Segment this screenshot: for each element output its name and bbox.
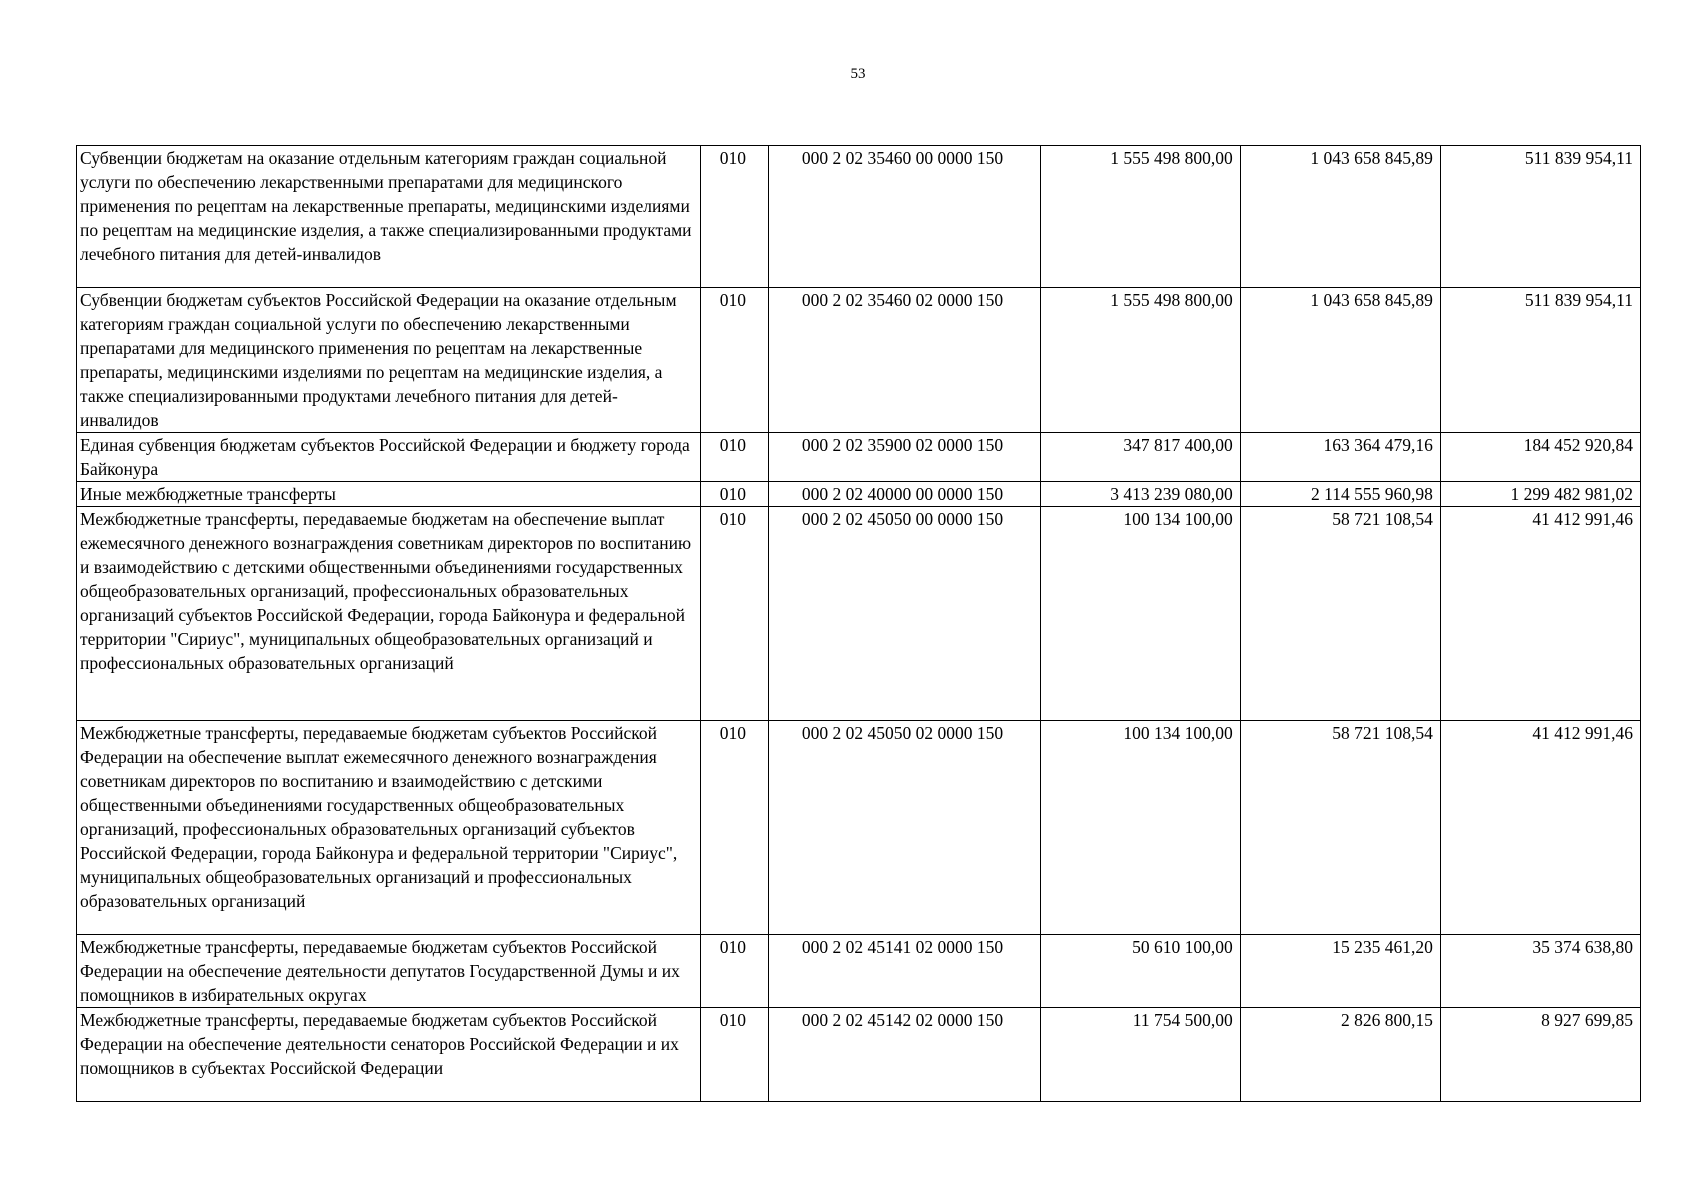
row-kbk-cell: 000 2 02 40000 00 0000 150 bbox=[769, 482, 1040, 507]
row-executed-cell: 2 114 555 960,98 bbox=[1240, 482, 1440, 507]
row-approved-cell: 1 555 498 800,00 bbox=[1040, 146, 1240, 288]
table-row bbox=[77, 721, 1641, 935]
table-row bbox=[77, 482, 1641, 507]
table-row bbox=[77, 433, 1641, 482]
row-approved-cell: 100 134 100,00 bbox=[1040, 507, 1240, 721]
row-approved-cell: 100 134 100,00 bbox=[1040, 721, 1240, 935]
table-row bbox=[77, 507, 1641, 721]
row-code-cell: 010 bbox=[701, 1008, 769, 1102]
row-approved-cell: 1 555 498 800,00 bbox=[1040, 288, 1240, 433]
row-remaining-cell: 41 412 991,46 bbox=[1440, 721, 1640, 935]
row-code-cell: 010 bbox=[701, 146, 769, 288]
row-kbk-cell: 000 2 02 45142 02 0000 150 bbox=[769, 1008, 1040, 1102]
row-approved-cell: 347 817 400,00 bbox=[1040, 433, 1240, 482]
row-name-cell: Межбюджетные трансферты, передаваемые бюджетам субъектов Российской Федерации на обеспечение деятельности депутатов Государственной Думы и их помощников в избирательных округах bbox=[77, 935, 701, 1008]
row-executed-cell: 1 043 658 845,89 bbox=[1240, 146, 1440, 288]
row-approved-cell: 50 610 100,00 bbox=[1040, 935, 1240, 1008]
row-name-cell: Межбюджетные трансферты, передаваемые бюджетам на обеспечение выплат ежемесячного денежного вознаграждения советникам директоров по воспитанию и взаимодействию с детскими общественными объединениями государственных общеобразовательных организаций, профессиональных образовательных организаций субъектов Российской Федерации, города Байконура и федеральной территории "Сириус", муниципальных общеобразовательных организаций и профессиональных образовательных организаций bbox=[77, 507, 701, 721]
row-remaining-cell: 184 452 920,84 bbox=[1440, 433, 1640, 482]
row-code-cell: 010 bbox=[701, 507, 769, 721]
row-code-cell: 010 bbox=[701, 433, 769, 482]
row-code-cell: 010 bbox=[701, 721, 769, 935]
table-row bbox=[77, 1008, 1641, 1102]
row-executed-cell: 163 364 479,16 bbox=[1240, 433, 1440, 482]
row-name-cell: Межбюджетные трансферты, передаваемые бюджетам субъектов Российской Федерации на обеспечение выплат ежемесячного денежного вознаграждения советникам директоров по воспитанию и взаимодействию с детскими общественными объединениями государственных общеобразовательных организаций, профессиональных образовательных организаций субъектов Российской Федерации, города Байконура и федеральной территории "Сириус", муниципальных общеобразовательных организаций и профессиональных образовательных организаций bbox=[77, 721, 701, 935]
row-executed-cell: 15 235 461,20 bbox=[1240, 935, 1440, 1008]
row-executed-cell: 2 826 800,15 bbox=[1240, 1008, 1440, 1102]
table-row bbox=[77, 146, 1641, 288]
budget-execution-table bbox=[76, 145, 1641, 1102]
row-kbk-cell: 000 2 02 35460 02 0000 150 bbox=[769, 288, 1040, 433]
row-remaining-cell: 41 412 991,46 bbox=[1440, 507, 1640, 721]
row-approved-cell: 3 413 239 080,00 bbox=[1040, 482, 1240, 507]
row-kbk-cell: 000 2 02 45050 02 0000 150 bbox=[769, 721, 1040, 935]
table-row bbox=[77, 288, 1641, 433]
page-number: 53 bbox=[850, 66, 866, 82]
row-name-cell: Иные межбюджетные трансферты bbox=[77, 482, 701, 507]
row-name-cell: Субвенции бюджетам на оказание отдельным категориям граждан социальной услуги по обеспечению лекарственными препаратами для медицинского применения по рецептам на лекарственные препараты, медицинскими изделиями по рецептам на медицинские изделия, а также специализированными продуктами лечебного питания для детей-инвалидов bbox=[77, 146, 701, 288]
row-remaining-cell: 511 839 954,11 bbox=[1440, 146, 1640, 288]
row-kbk-cell: 000 2 02 35900 02 0000 150 bbox=[769, 433, 1040, 482]
row-name-cell: Единая субвенция бюджетам субъектов Российской Федерации и бюджету города Байконура bbox=[77, 433, 701, 482]
row-remaining-cell: 511 839 954,11 bbox=[1440, 288, 1640, 433]
row-name-cell: Межбюджетные трансферты, передаваемые бюджетам субъектов Российской Федерации на обеспечение деятельности сенаторов Российской Федерации и их помощников в субъектах Российской Федерации bbox=[77, 1008, 701, 1102]
row-approved-cell: 11 754 500,00 bbox=[1040, 1008, 1240, 1102]
row-executed-cell: 1 043 658 845,89 bbox=[1240, 288, 1440, 433]
row-kbk-cell: 000 2 02 35460 00 0000 150 bbox=[769, 146, 1040, 288]
row-executed-cell: 58 721 108,54 bbox=[1240, 721, 1440, 935]
row-name-cell: Субвенции бюджетам субъектов Российской Федерации на оказание отдельным категориям граждан социальной услуги по обеспечению лекарственными препаратами для медицинского применения по рецептам на лекарственные препараты, медицинскими изделиями по рецептам на медицинские изделия, а также специализированными продуктами лечебного питания для детей-инвалидов bbox=[77, 288, 701, 433]
row-code-cell: 010 bbox=[701, 288, 769, 433]
row-kbk-cell: 000 2 02 45050 00 0000 150 bbox=[769, 507, 1040, 721]
row-kbk-cell: 000 2 02 45141 02 0000 150 bbox=[769, 935, 1040, 1008]
row-remaining-cell: 35 374 638,80 bbox=[1440, 935, 1640, 1008]
row-executed-cell: 58 721 108,54 bbox=[1240, 507, 1440, 721]
table-row bbox=[77, 935, 1641, 1008]
row-code-cell: 010 bbox=[701, 935, 769, 1008]
row-remaining-cell: 1 299 482 981,02 bbox=[1440, 482, 1640, 507]
row-remaining-cell: 8 927 699,85 bbox=[1440, 1008, 1640, 1102]
row-code-cell: 010 bbox=[701, 482, 769, 507]
